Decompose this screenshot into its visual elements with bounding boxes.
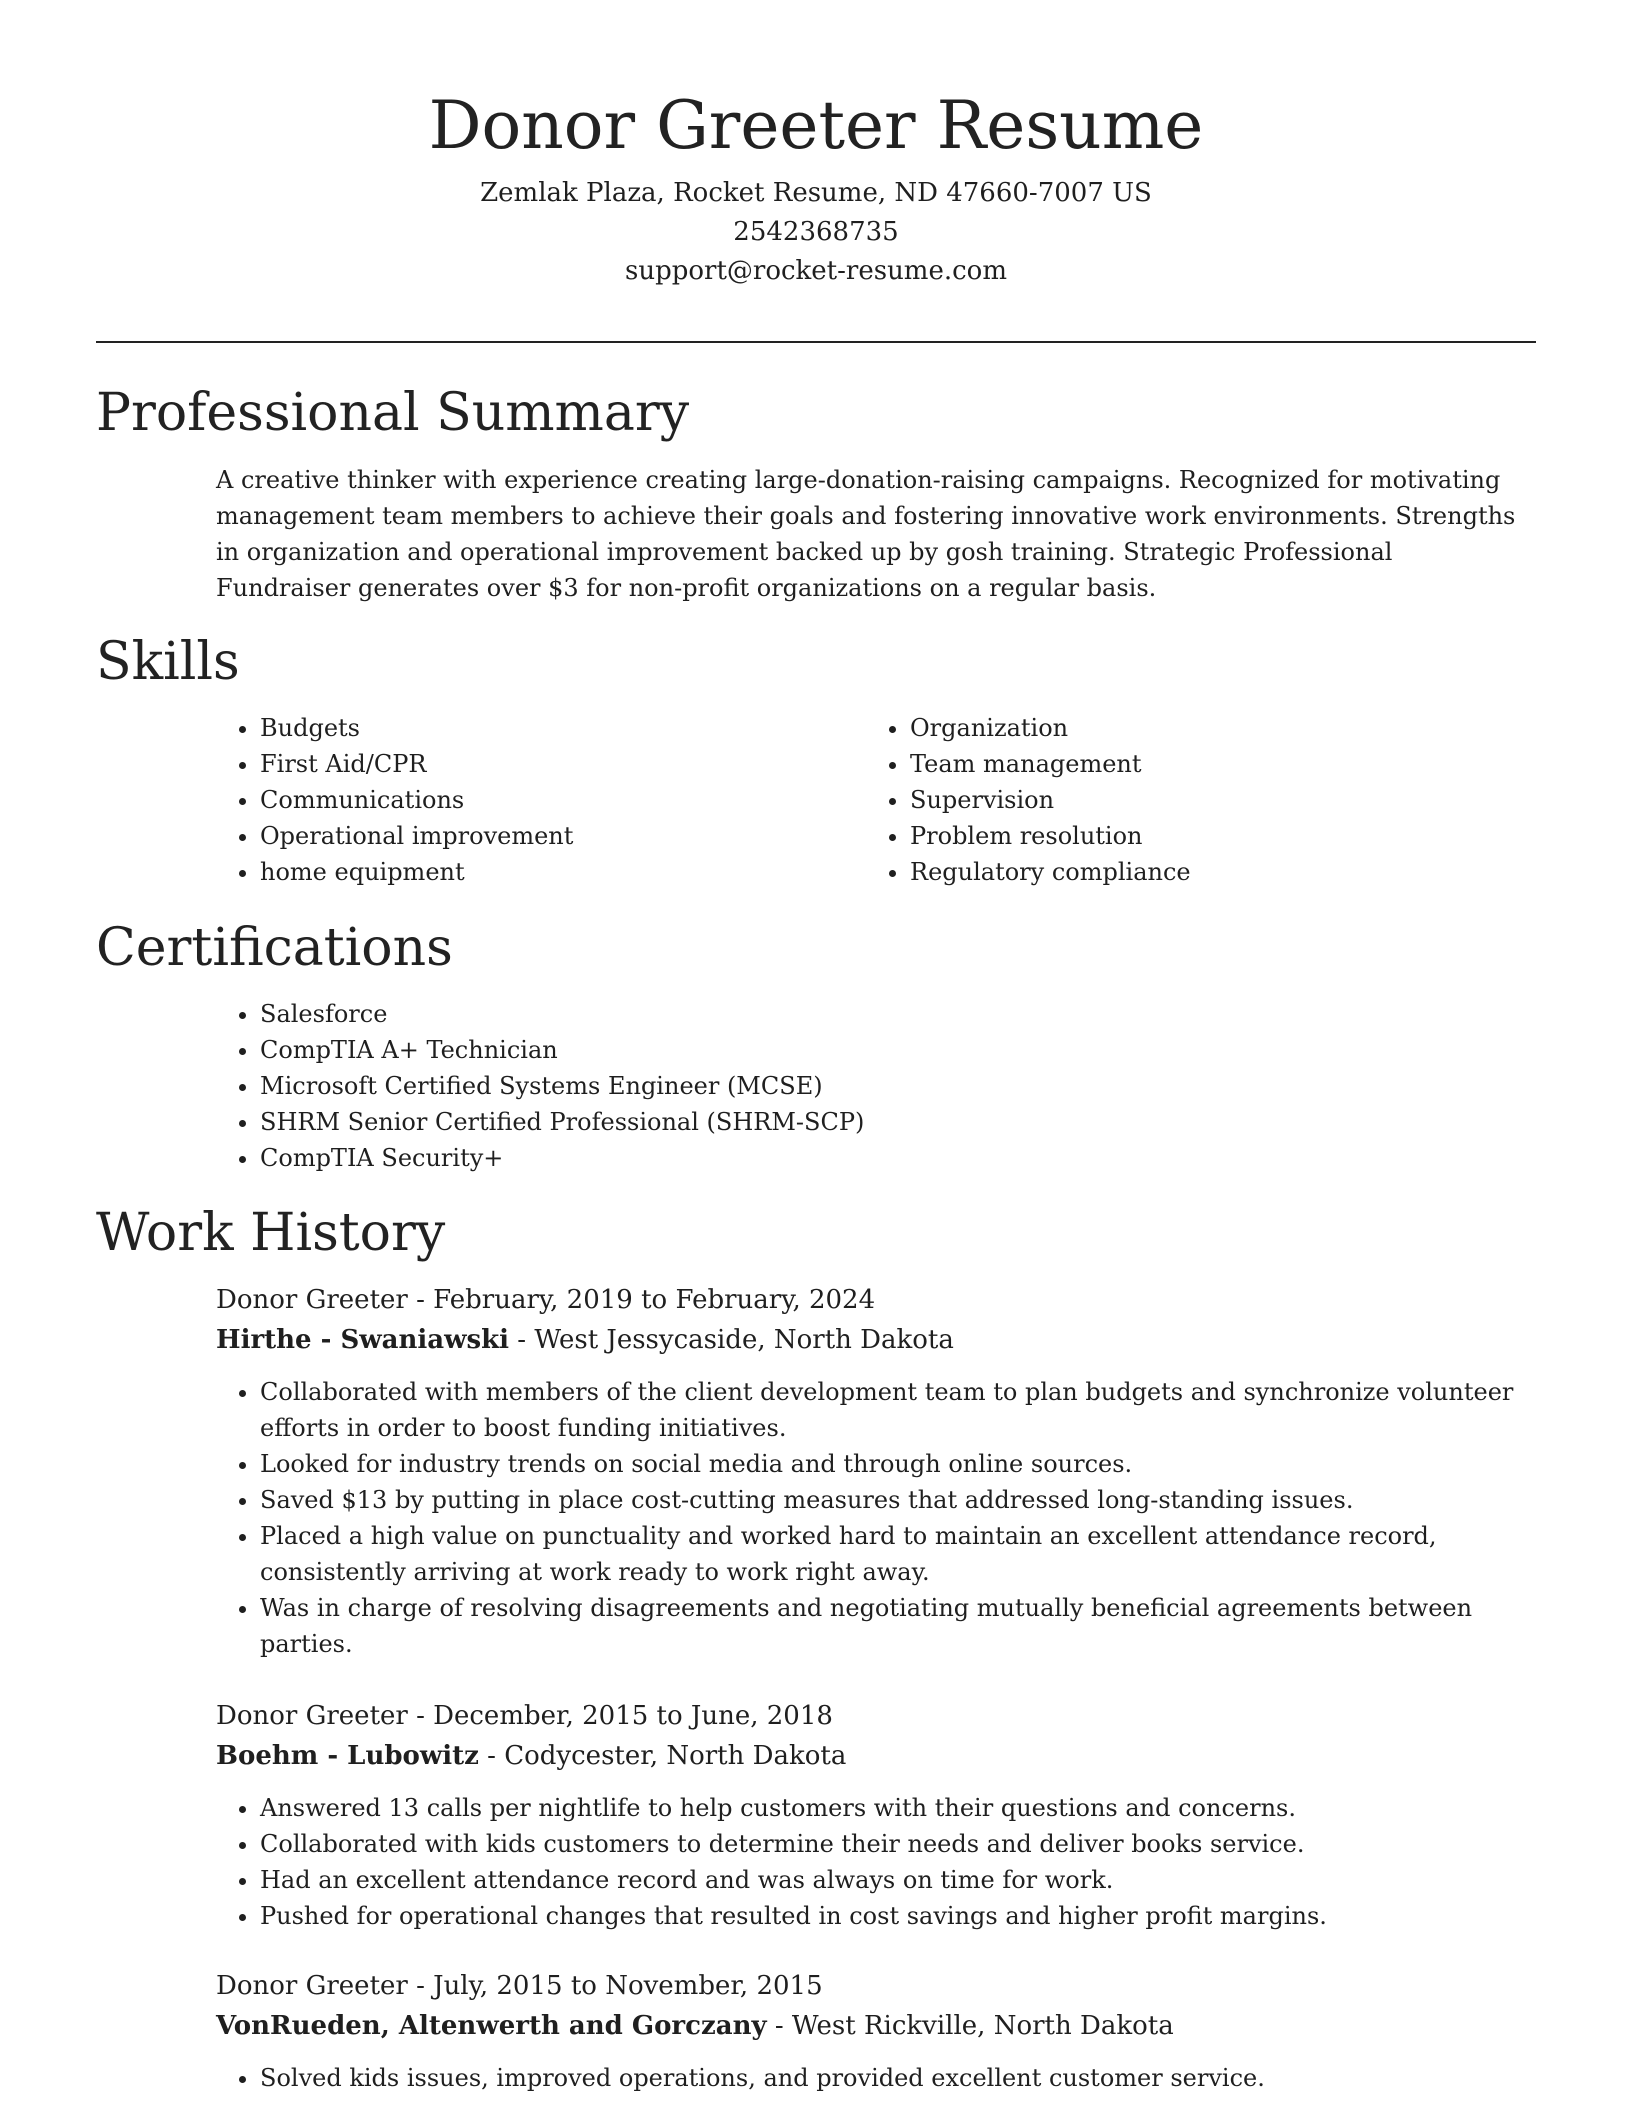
skills-heading: Skills: [96, 632, 240, 692]
job-bullet: • Answered 13 calls per nightlife to help customers with their questions and concerns.: [260, 1790, 1570, 1826]
job-company-line: [216, 1736, 846, 1776]
job-company-line: [216, 1320, 954, 1360]
skill-item: • home equipment: [260, 854, 860, 890]
certification-item: • SHRM Senior Certified Professional (SHRM-SCP): [260, 1104, 1570, 1140]
job-dates: - February, 2019 to February, 2024: [407, 1285, 876, 1315]
job-company-line: [216, 2006, 1174, 2046]
contact-email: support@rocket-resume.com: [624, 256, 1007, 286]
certification-item: • CompTIA Security+: [260, 1140, 1570, 1176]
work-history-heading: Work History: [96, 1203, 446, 1263]
job-bullet: • Saved $13 by putting in place cost-cutting measures that addressed long-standing issues.: [260, 1482, 1570, 1518]
skill-item: • Budgets: [260, 710, 860, 746]
certification-item: • CompTIA A+ Technician: [260, 1032, 1570, 1068]
job-company: VonRueden, Altenwerth and Gorczany: [216, 2011, 767, 2041]
job-company: Boehm - Lubowitz: [216, 1741, 479, 1771]
job-bullet: • Was in charge of resolving disagreements and negotiating mutually beneficial agreements between parties.: [260, 1590, 1570, 1662]
summary-text: A creative thinker with experience creating large-donation-raising campaigns. Recognized for motivating management team members to achieve their goals and fostering innovative work environments. Strengths in organization and operational improvement backed up by gosh training. Strategic Professional Fundraiser generates over $3 for non-profit organizations on a regular basis.: [216, 466, 1516, 602]
skill-item: • Problem resolution: [910, 818, 1530, 854]
job-company: Hirthe - Swaniawski: [216, 1325, 510, 1355]
job-bullet: • Collaborated with members of the client development team to plan budgets and synchronize volunteer efforts in order to boost funding initiatives.: [260, 1374, 1570, 1446]
job-title-line: [216, 1966, 823, 2006]
job-location: - Codycester, North Dakota: [478, 1741, 847, 1771]
job-title: Donor Greeter: [216, 1701, 408, 1731]
job-location: - West Jessycaside, North Dakota: [509, 1325, 954, 1355]
skills-list-left: [216, 710, 860, 890]
skill-item: • Team management: [910, 746, 1530, 782]
job-bullet: • Looked for industry trends on social media and through online sources.: [260, 1446, 1570, 1482]
job-location: - West Rickville, North Dakota: [766, 2011, 1174, 2041]
skill-item: • Operational improvement: [260, 818, 860, 854]
job-title-line: [216, 1280, 875, 1320]
contact-phone: 2542368735: [733, 217, 899, 247]
resume-title: Donor Greeter Resume: [428, 87, 1204, 164]
skill-item: • Regulatory compliance: [910, 854, 1530, 890]
contact-address: Zemlak Plaza, Rocket Resume, ND 47660-7007 US: [480, 178, 1152, 208]
job-title-line: [216, 1696, 833, 1736]
job-bullets: [216, 1790, 1570, 1934]
job-title: Donor Greeter: [216, 1285, 408, 1315]
skills-list-right: [866, 710, 1530, 890]
job-bullets: [216, 2060, 1570, 2096]
summary-heading: Professional Summary: [96, 383, 690, 443]
job-bullet: • Placed a high value on punctuality and worked hard to maintain an excellent attendance record, consistently arriving at work ready to work right away.: [260, 1518, 1570, 1590]
job-bullet: • Collaborated with kids customers to determine their needs and deliver books service.: [260, 1826, 1570, 1862]
job-bullet: • Solved kids issues, improved operations, and provided excellent customer service.: [260, 2060, 1570, 2096]
certifications-heading: Certifications: [96, 918, 453, 978]
job-dates: - July, 2015 to November, 2015: [407, 1971, 823, 2001]
skill-item: • Organization: [910, 710, 1530, 746]
job-dates: - December, 2015 to June, 2018: [407, 1701, 833, 1731]
skill-item: • Supervision: [910, 782, 1530, 818]
job-bullet: • Pushed for operational changes that resulted in cost savings and higher profit margins.: [260, 1898, 1570, 1934]
skill-item: • Communications: [260, 782, 860, 818]
job-title: Donor Greeter: [216, 1971, 408, 2001]
certification-item: • Microsoft Certified Systems Engineer (MCSE): [260, 1068, 1570, 1104]
certification-item: • Salesforce: [260, 996, 1570, 1032]
job-bullets: [216, 1374, 1570, 1662]
resume-header: [0, 78, 1632, 291]
header-divider: [96, 341, 1536, 343]
job-bullet: • Had an excellent attendance record and was always on time for work.: [260, 1862, 1570, 1898]
certifications-list: [216, 996, 1570, 1176]
skill-item: • First Aid/CPR: [260, 746, 860, 782]
